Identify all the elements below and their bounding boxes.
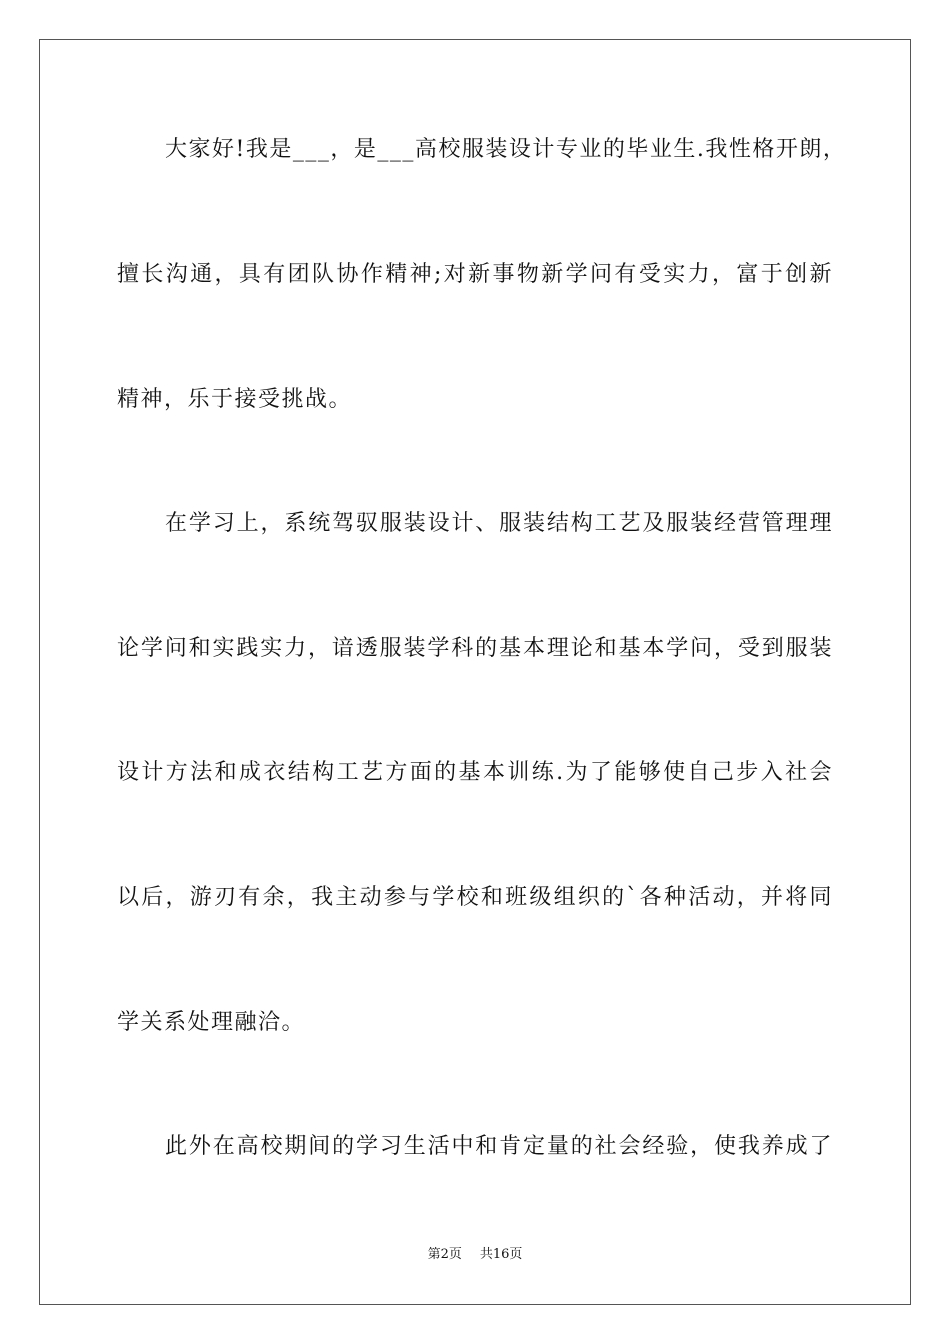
paragraph-1-line-2: 擅长沟通，具有团队协作精神;对新事物新学问有受实力，富于创新 (117, 262, 833, 287)
paragraph-1-line-1: 大家好!我是___，是___高校服装设计专业的毕业生.我性格开朗， (165, 137, 847, 162)
paragraph-3-line-1: 此外在高校期间的学习生活中和肯定量的社会经验，使我养成了 (165, 1134, 833, 1159)
page-number: 第2页 (427, 1247, 462, 1262)
paragraph-2-line-5: 学关系处理融洽。 (117, 1010, 306, 1035)
paragraph-2-line-3: 设计方法和成衣结构工艺方面的基本训练.为了能够使自己步入社会 (117, 760, 833, 785)
page-total: 共16页 (479, 1247, 523, 1262)
paragraph-2-line-4: 以后，游刃有余，我主动参与学校和班级组织的`各种活动，并将同 (117, 885, 833, 910)
paragraph-1-line-3: 精神，乐于接受挑战。 (117, 387, 353, 412)
page-footer (0, 1246, 950, 1264)
paragraph-2-line-2: 论学问和实践实力，谙透服装学科的基本理论和基本学问，受到服装 (117, 636, 833, 661)
page-border (39, 39, 911, 1305)
paragraph-2-line-1: 在学习上，系统驾驭服装设计、服装结构工艺及服装经营管理理 (165, 511, 833, 536)
